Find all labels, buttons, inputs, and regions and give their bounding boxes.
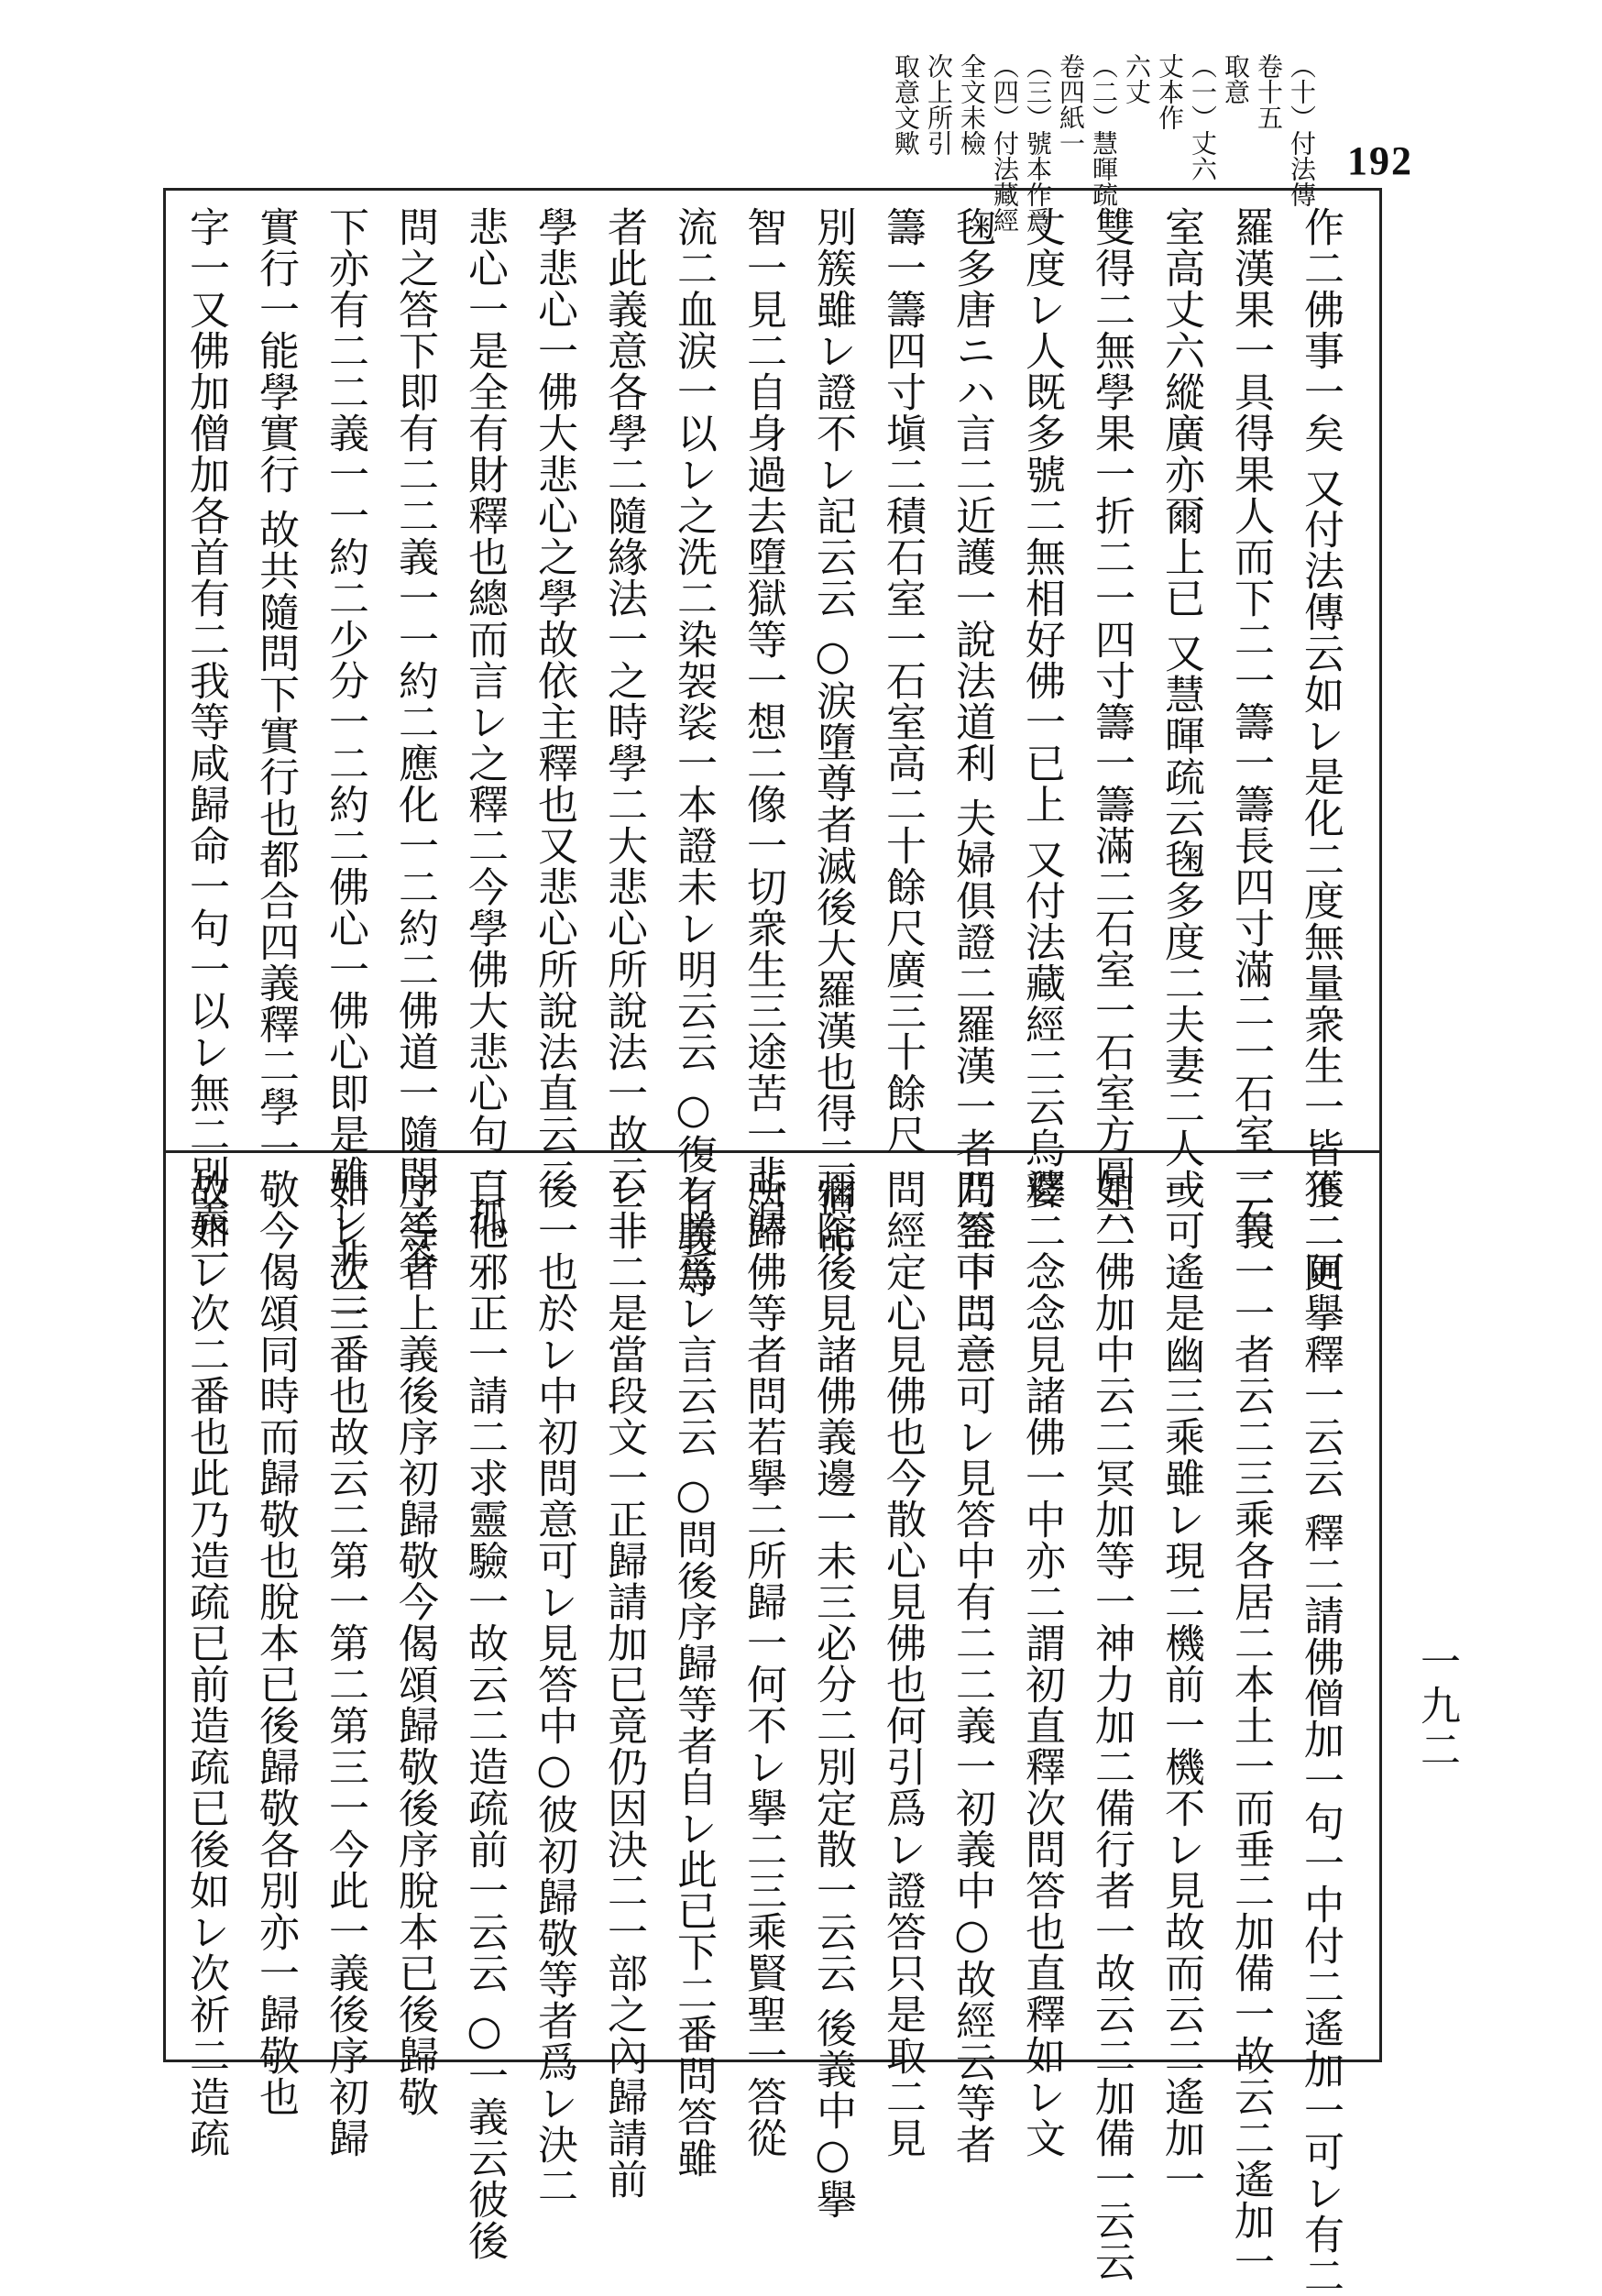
text-column: 故如レ次二番也此乃造疏已前造疏已後如レ次祈二造疏 (182, 1169, 229, 2159)
text-column: 如レ次三番也故云二第一第二第三一今此一義後序初歸 (322, 1169, 368, 2159)
collation-note: （一）丈六 (1188, 53, 1218, 181)
collation-note: （四）付法藏經 (990, 53, 1020, 233)
text-column: 悲心一是全有財釋也總而言レ之釋二今學佛大悲心句一孤 (461, 206, 508, 1237)
collation-notes (889, 53, 1318, 233)
text-column: レ勝爲レ言云云 ○問後序歸等者自レ此已下二番問答雖 (670, 1169, 717, 2179)
text-column: 籌一籌四寸塡二積石室一石室高二十餘尺廣三十餘尺 (879, 206, 926, 1155)
text-column: 如二佛加中云二冥加等一神力加二備行者一故云二加備一云云 (1088, 1169, 1135, 2282)
text-column: 二義一一者云二三乘各居二本土一而垂二加備一故云二遙加一 (1227, 1169, 1274, 2282)
collation-note: 全文未檢 (957, 53, 987, 156)
text-column: 彌陀後見諸佛義邊一未三必分二別定散一云云 後義中○擧 (809, 1169, 856, 2220)
text-column: 羅漢果一具得果人而下二一籌一籌長四寸滿二一石室一石 (1227, 206, 1274, 1237)
text-column: 釋二念念見諸佛一中亦二謂初直釋次問答也直釋如レ文 (1018, 1169, 1065, 2159)
text-column: 問答中問意可レ見答中有二二義一初義中○故經云等者 (949, 1169, 995, 2165)
text-column: 作二佛事一矣 又付法傳云如レ是化二度無量衆生一皆獲二阿 (1297, 206, 1344, 1292)
page-number: 192 (1347, 138, 1413, 183)
text-column: 別簇雖レ證不レ記云云 ○涙墮尊者滅後大羅漢也得二宿命 (809, 206, 856, 1258)
collation-note: 卷四紙一 (1056, 53, 1086, 156)
collation-note: 六丈 (1122, 53, 1152, 104)
text-column: 問之答下即有二二義一一約二應化一二約二佛道一隨問之答 (391, 206, 438, 1279)
side-folio: 一九二 (1413, 1641, 1460, 1773)
collation-note: 卷十五 (1254, 53, 1284, 130)
text-column: 雙得二無學果一折二一四寸籌一籌滿二石室一石室方圓六 (1088, 206, 1135, 1237)
text-column: 自他邪正一請二求靈驗一故云二造疏前一云云 ○一義云彼後 (461, 1169, 508, 2261)
text-column: 毱多唐ニハ言二近護一說法道利 夫婦俱證二羅漢一者乃至下二一 (949, 206, 995, 1375)
text-column: 後一也於レ中初問意可レ見答中○彼初歸敬等者爲レ決二 (531, 1169, 577, 2206)
text-column: 學悲心一佛大悲心之學故依主釋也又悲心所說法直云二 (531, 206, 577, 1196)
collation-note: （二）慧暉疏 (1089, 53, 1119, 207)
text-column: 敬今偈頌同時而歸敬也脫本已後歸敬各別亦一歸敬也 (252, 1169, 299, 2117)
collation-note: 次上所引 (924, 53, 954, 156)
text-column: 智一見二自身過去墮獄等一想二像一切衆生三途苦一悲涙 (740, 206, 786, 1237)
text-column: 所歸佛等者問若擧二所歸一何不レ擧二三乘賢聖一答從 (740, 1169, 786, 2159)
collation-note: （三）號本作爲 (1023, 53, 1053, 233)
text-column: 或可遙是幽三乘雖レ現二機前一機不レ見故而云二遙加一 (1158, 1169, 1204, 2200)
collation-note: 取意 (1221, 53, 1251, 104)
text-column: 不二更擧釋一云云 釋二請佛僧加一句一中付二遙加一可レ有二 (1297, 1169, 1344, 2296)
text-column: 字一又佛加僧加各首有二我等咸歸命一句一以レ無二別義一 (182, 206, 229, 1279)
text-column: 丈度レ人既多號二無相好佛一已上 又付法藏經二云烏婆 (1018, 206, 1065, 1210)
collation-note: （十）付法傳 (1287, 53, 1317, 207)
text-column: 下亦有二二義一一約二少分一二約二佛心一佛心即是雖レ非二 (322, 206, 368, 1320)
text-column: 實行一能學實行 故共隨問下實行也都合四義釋二學一 (252, 206, 299, 1169)
text-column: 問經定心見佛也今散心見佛也何引爲レ證答只是取二見 (879, 1169, 926, 2159)
collation-note: 取意文歟 (891, 53, 921, 156)
text-column: 者此義意各學二隨緣法一之時學二大悲心所說法一故云二 (600, 206, 647, 1237)
lower-text-panel (182, 1169, 1355, 2296)
collation-note: 丈本作 (1155, 53, 1185, 130)
upper-text-panel (182, 206, 1355, 1375)
text-column: レ非二是當段文一正歸請加已竟仍因決二一部之內歸請前 (600, 1169, 647, 2200)
text-column: 序等者上義後序初歸敬今偈頌歸敬後序脫本已後歸敬 (391, 1169, 438, 2117)
text-column: 室高丈六縱廣亦爾上已 又慧暉疏云毱多度二夫妻二人一 (1158, 206, 1204, 1210)
text-column: 流二血涙一以レ之洗二染袈裟一本證未レ明云云 ○復有義等 (670, 206, 717, 1299)
